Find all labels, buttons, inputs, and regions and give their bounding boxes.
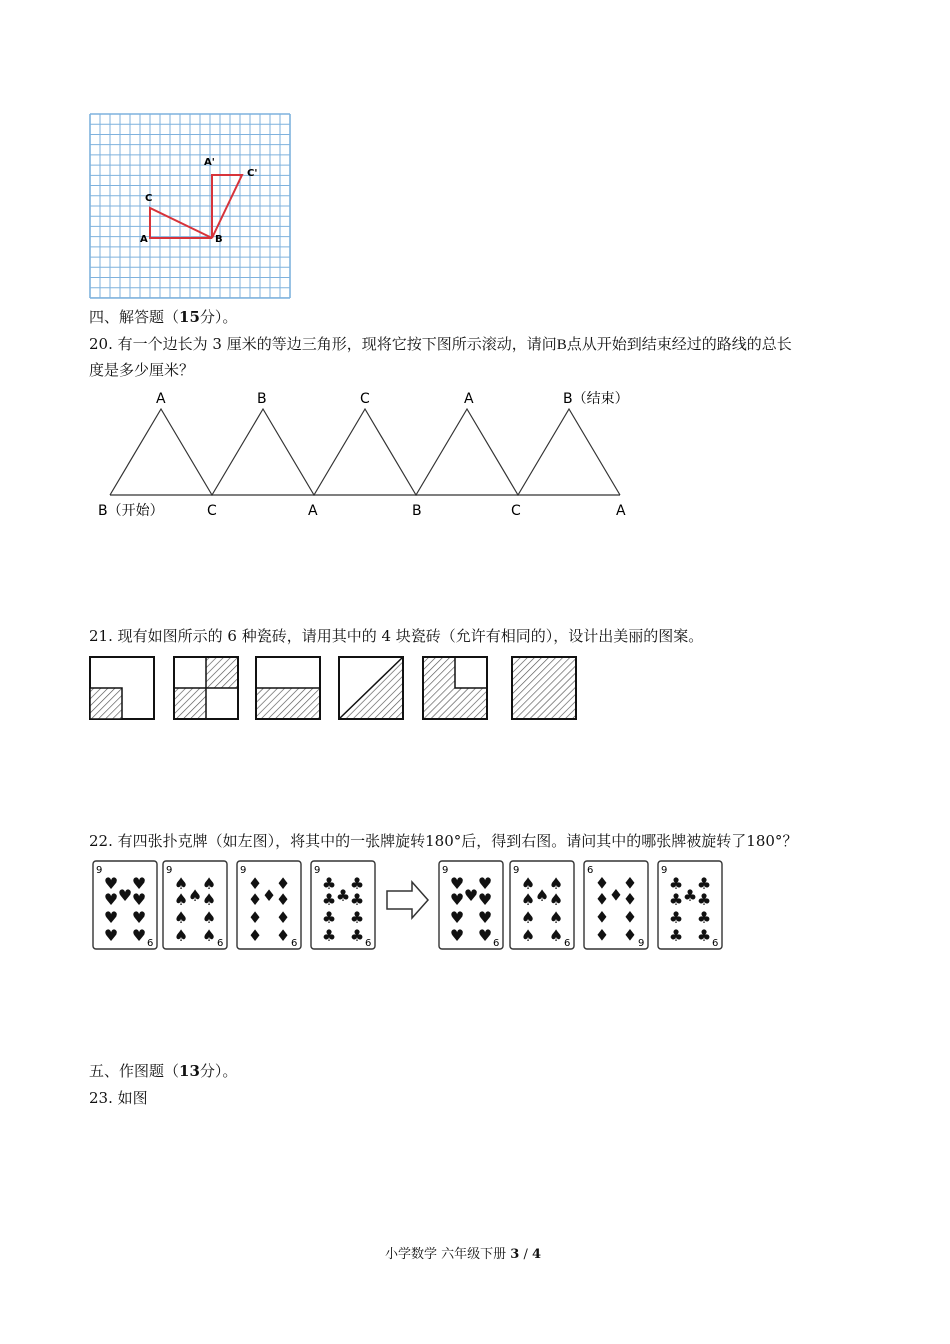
card-pip: ♦ xyxy=(622,873,638,892)
playing-card xyxy=(510,861,574,949)
card-pip: ♥ xyxy=(103,890,119,909)
card-pip: ♥ xyxy=(449,926,465,945)
tiles-figure xyxy=(86,653,581,723)
playing-card xyxy=(93,861,157,949)
question-21-text: 21. 现有如图所示的 6 种瓷砖，请用其中的 4 块瓷砖（允许有相同的），设计出美丽的图案。 xyxy=(89,627,704,645)
card-rank-top: 9 xyxy=(166,865,173,876)
cards-left-group xyxy=(93,861,375,949)
card-rank-top: 9 xyxy=(513,865,520,876)
card-rank-bottom: 6 xyxy=(493,938,500,949)
card-pip: ♣ xyxy=(349,874,365,893)
card-pip: ♣ xyxy=(321,908,337,927)
card-pip: ♥ xyxy=(131,874,147,893)
tile-5 xyxy=(423,657,487,719)
card-pip: ♣ xyxy=(321,926,337,945)
card-rank-top: 9 xyxy=(96,865,103,876)
card-pip: ♦ xyxy=(247,874,263,893)
card-pip: ♠ xyxy=(548,890,564,909)
card-pip: ♠ xyxy=(173,908,189,927)
card-pip: ♦ xyxy=(594,873,610,892)
tile-6 xyxy=(512,657,576,719)
card-pip: ♠ xyxy=(534,886,550,905)
card-pip: ♣ xyxy=(668,890,684,909)
card-pip: ♠ xyxy=(201,926,217,945)
bottom-label: A xyxy=(616,503,626,519)
triangle-rotated xyxy=(212,175,242,238)
card-pip: ♦ xyxy=(275,926,291,945)
triangle-abc xyxy=(150,208,212,238)
card-pip: ♥ xyxy=(131,926,147,945)
card-pip: ♦ xyxy=(275,874,291,893)
card-pip: ♣ xyxy=(668,926,684,945)
top-label: A xyxy=(464,391,474,407)
card-pip: ♦ xyxy=(594,925,610,944)
card-rank-top: 9 xyxy=(240,865,247,876)
question-20-line1: 20. 有一个边长为 3 厘米的等边三角形，现将它按下图所示滚动，请问B点从开始到结束经过的路线的总长 xyxy=(89,335,792,353)
card-rank-bottom: 6 xyxy=(147,938,154,949)
label-a-prime: A' xyxy=(204,157,215,168)
card-pip: ♥ xyxy=(131,890,147,909)
card-pip: ♣ xyxy=(682,886,698,905)
question-20-line2: 度是多少厘米？ xyxy=(89,361,195,379)
card-pip: ♦ xyxy=(247,890,263,909)
card-pip: ♦ xyxy=(275,908,291,927)
section5-heading: 五、作图题（13分）。 xyxy=(89,1062,238,1080)
label-b: B xyxy=(215,234,223,245)
card-border xyxy=(237,861,301,949)
card-pip: ♠ xyxy=(201,908,217,927)
card-pip: ♦ xyxy=(247,908,263,927)
card-pip: ♠ xyxy=(548,874,564,893)
grid-lines xyxy=(90,114,290,298)
card-pip: ♠ xyxy=(201,874,217,893)
card-rank-bottom: 9 xyxy=(638,938,645,949)
bottom-label: C xyxy=(511,503,521,519)
card-pip: ♣ xyxy=(696,926,712,945)
card-pip: ♣ xyxy=(696,874,712,893)
card-rank-bottom: 6 xyxy=(217,938,224,949)
card-pip: ♦ xyxy=(622,925,638,944)
card-pip: ♣ xyxy=(349,908,365,927)
playing-card xyxy=(439,861,503,949)
top-label: C xyxy=(360,391,370,407)
rotation-grid-figure xyxy=(89,113,291,299)
bottom-label: C xyxy=(207,503,217,519)
section4-heading: 四、解答题（15分）。 xyxy=(89,308,238,326)
bottom-label: A xyxy=(308,503,318,519)
playing-card xyxy=(658,861,722,949)
cards-right-group xyxy=(439,861,722,949)
card-pip: ♠ xyxy=(520,874,536,893)
card-pip: ♠ xyxy=(187,886,203,905)
card-border xyxy=(439,861,503,949)
tile-1 xyxy=(90,657,154,719)
card-rank-bottom: 6 xyxy=(291,938,298,949)
card-rank-top: 6 xyxy=(587,865,594,876)
card-rank-top: 9 xyxy=(314,865,321,876)
playing-card xyxy=(584,861,648,949)
card-rank-bottom: 6 xyxy=(564,938,571,949)
card-pip: ♠ xyxy=(173,926,189,945)
playing-card xyxy=(311,861,375,949)
bottom-label-start: B（开始） xyxy=(98,503,164,519)
card-pip: ♥ xyxy=(449,874,465,893)
card-pip: ♣ xyxy=(668,874,684,893)
label-c: C xyxy=(145,193,153,204)
card-pip: ♣ xyxy=(668,908,684,927)
card-pip: ♣ xyxy=(335,886,351,905)
card-pip: ♦ xyxy=(622,907,638,926)
card-pip: ♣ xyxy=(349,926,365,945)
card-pip: ♥ xyxy=(477,874,493,893)
card-border xyxy=(584,861,648,949)
card-rank-bottom: 6 xyxy=(365,938,372,949)
card-pip: ♣ xyxy=(349,890,365,909)
rolling-triangles-figure xyxy=(94,387,644,522)
card-pip: ♥ xyxy=(103,926,119,945)
card-pip: ♦ xyxy=(594,907,610,926)
card-pip: ♣ xyxy=(321,890,337,909)
right-arrow-icon xyxy=(387,882,428,918)
triangle-zigzag xyxy=(110,409,620,495)
playing-card xyxy=(237,861,301,949)
card-pip: ♥ xyxy=(131,908,147,927)
playing-cards-figure xyxy=(88,858,732,954)
card-pip: ♥ xyxy=(449,890,465,909)
label-c-prime: C' xyxy=(247,168,258,179)
question-22-text: 22. 有四张扑克牌（如左图），将其中的一张牌旋转180°后，得到右图。请问其中的哪张牌被旋转了180°？ xyxy=(89,832,798,850)
tile-3 xyxy=(256,657,320,719)
card-pip: ♦ xyxy=(608,885,624,904)
card-pip: ♠ xyxy=(173,874,189,893)
top-label: A xyxy=(156,391,166,407)
tile-4 xyxy=(339,657,403,719)
card-rank-bottom: 6 xyxy=(712,938,719,949)
card-rank-top: 9 xyxy=(661,865,668,876)
card-pip: ♥ xyxy=(477,908,493,927)
card-rank-top: 9 xyxy=(442,865,449,876)
card-pip: ♦ xyxy=(261,886,277,905)
playing-card xyxy=(163,861,227,949)
label-a: A xyxy=(140,234,148,245)
card-pip: ♠ xyxy=(520,890,536,909)
card-pip: ♦ xyxy=(594,889,610,908)
card-pip: ♥ xyxy=(463,886,479,905)
card-border xyxy=(163,861,227,949)
card-pip: ♠ xyxy=(173,890,189,909)
card-pip: ♦ xyxy=(622,889,638,908)
card-border xyxy=(658,861,722,949)
card-pip: ♠ xyxy=(548,926,564,945)
top-label-end: B（结束） xyxy=(563,391,629,407)
card-pip: ♦ xyxy=(275,890,291,909)
card-pip: ♣ xyxy=(696,890,712,909)
top-label: B xyxy=(257,391,267,407)
card-border xyxy=(93,861,157,949)
tile-2 xyxy=(174,657,238,719)
card-pip: ♥ xyxy=(477,890,493,909)
card-pip: ♦ xyxy=(247,926,263,945)
card-border xyxy=(510,861,574,949)
bottom-label: B xyxy=(412,503,422,519)
card-pip: ♣ xyxy=(321,874,337,893)
card-pip: ♠ xyxy=(201,890,217,909)
card-pip: ♣ xyxy=(696,908,712,927)
card-pip: ♥ xyxy=(103,908,119,927)
card-pip: ♠ xyxy=(520,926,536,945)
card-border xyxy=(311,861,375,949)
card-pip: ♥ xyxy=(449,908,465,927)
card-pip: ♠ xyxy=(520,908,536,927)
card-pip: ♥ xyxy=(103,874,119,893)
page-footer: 小学数学 六年级下册 3 / 4 xyxy=(385,1247,542,1262)
card-pip: ♥ xyxy=(117,886,133,905)
card-pip: ♠ xyxy=(548,908,564,927)
question-23-text: 23. 如图 xyxy=(89,1089,148,1107)
card-pip: ♥ xyxy=(477,926,493,945)
